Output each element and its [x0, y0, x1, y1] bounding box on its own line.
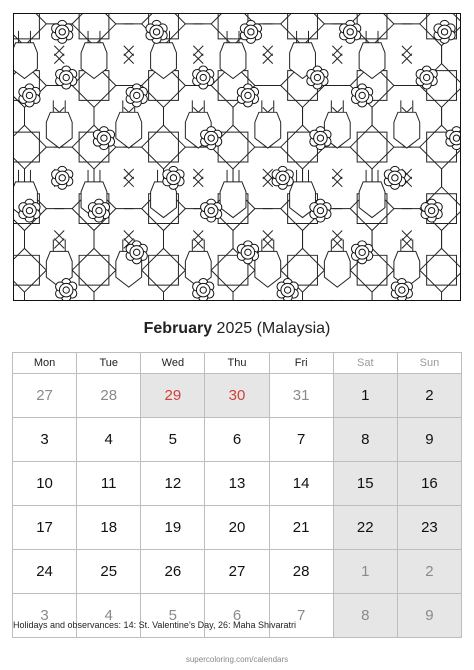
day-cell: 1	[333, 550, 397, 594]
week-row	[13, 594, 462, 638]
day-cell: 19	[141, 506, 205, 550]
calendar-year-region: 2025 (Malaysia)	[216, 320, 331, 337]
day-cell: 1	[333, 374, 397, 418]
day-cell: 27	[13, 374, 77, 418]
calendar-title	[0, 320, 474, 338]
flower-icon	[272, 166, 293, 189]
day-cell: 24	[13, 550, 77, 594]
day-cell: 9	[397, 594, 461, 638]
day-cell: 9	[397, 418, 461, 462]
day-cell: 31	[269, 374, 333, 418]
day-cell-holiday: 29	[141, 374, 205, 418]
day-cell: 18	[77, 506, 141, 550]
flower-icon	[201, 127, 222, 150]
day-cell: 3	[13, 594, 77, 638]
day-cell: 28	[269, 550, 333, 594]
coloring-artwork	[13, 13, 461, 301]
weekday-header: Thu	[205, 353, 269, 374]
week-row	[13, 374, 462, 418]
flower-icon	[126, 241, 147, 264]
day-cell: 20	[205, 506, 269, 550]
flower-icon	[201, 199, 222, 222]
flower-icon	[277, 279, 298, 300]
flower-icon	[19, 84, 40, 107]
flower-icon	[52, 166, 73, 189]
flower-icon	[340, 20, 361, 43]
week-row	[13, 550, 462, 594]
day-cell: 2	[397, 374, 461, 418]
day-cell-holiday: 30	[205, 374, 269, 418]
flower-icon	[56, 279, 77, 300]
day-cell: 10	[13, 462, 77, 506]
day-cell: 8	[333, 418, 397, 462]
day-cell: 11	[77, 462, 141, 506]
flower-icon	[310, 199, 331, 222]
day-cell: 14	[269, 462, 333, 506]
day-cell: 15	[333, 462, 397, 506]
flower-icon	[193, 279, 214, 300]
flower-icon	[421, 199, 442, 222]
day-cell: 28	[77, 374, 141, 418]
day-cell: 23	[397, 506, 461, 550]
day-cell: 5	[141, 594, 205, 638]
flower-icon	[240, 20, 261, 43]
flower-icon	[310, 127, 331, 150]
weekday-header-row	[13, 353, 462, 374]
day-cell: 6	[205, 594, 269, 638]
day-cell: 4	[77, 594, 141, 638]
flower-icon	[52, 20, 73, 43]
flower-icon	[19, 199, 40, 222]
calendar-month: February	[143, 320, 213, 337]
holidays-note: Holidays and observances: 14: St. Valentine's Day, 26: Maha Shivaratri	[13, 620, 297, 630]
flower-icon	[193, 66, 214, 89]
day-cell: 22	[333, 506, 397, 550]
flower-icon	[434, 20, 455, 43]
day-cell: 16	[397, 462, 461, 506]
weekday-header: Sat	[333, 353, 397, 374]
day-cell: 8	[333, 594, 397, 638]
day-cell: 21	[269, 506, 333, 550]
flower-icon	[163, 166, 184, 189]
weekday-header: Sun	[397, 353, 461, 374]
day-cell: 27	[205, 550, 269, 594]
day-cell: 12	[141, 462, 205, 506]
flower-icon	[126, 84, 147, 107]
day-cell: 6	[205, 418, 269, 462]
flower-icon	[93, 127, 114, 150]
calendar-grid	[12, 352, 462, 638]
day-cell: 3	[13, 418, 77, 462]
flower-icon	[351, 84, 372, 107]
footer-link[interactable]: supercoloring.com/calendars	[185, 655, 289, 664]
day-cell: 5	[141, 418, 205, 462]
day-cell: 7	[269, 418, 333, 462]
flower-icon	[391, 279, 412, 300]
geometric-pattern-icon	[14, 14, 460, 300]
week-row	[13, 506, 462, 550]
flower-icon	[384, 166, 405, 189]
flower-icon	[237, 84, 258, 107]
day-cell: 26	[141, 550, 205, 594]
day-cell: 7	[269, 594, 333, 638]
flower-icon	[237, 241, 258, 264]
weekday-header: Wed	[141, 353, 205, 374]
day-cell: 13	[205, 462, 269, 506]
day-cell: 17	[13, 506, 77, 550]
week-row	[13, 418, 462, 462]
day-cell: 25	[77, 550, 141, 594]
week-row	[13, 462, 462, 506]
flower-icon	[416, 66, 437, 89]
weekday-header: Mon	[13, 353, 77, 374]
flower-icon	[351, 241, 372, 264]
weekday-header: Tue	[77, 353, 141, 374]
day-cell: 2	[397, 550, 461, 594]
weekday-header: Fri	[269, 353, 333, 374]
day-cell: 4	[77, 418, 141, 462]
flower-icon	[146, 20, 167, 43]
flower-icon	[88, 199, 109, 222]
flower-icon	[307, 66, 328, 89]
flower-icon	[56, 66, 77, 89]
